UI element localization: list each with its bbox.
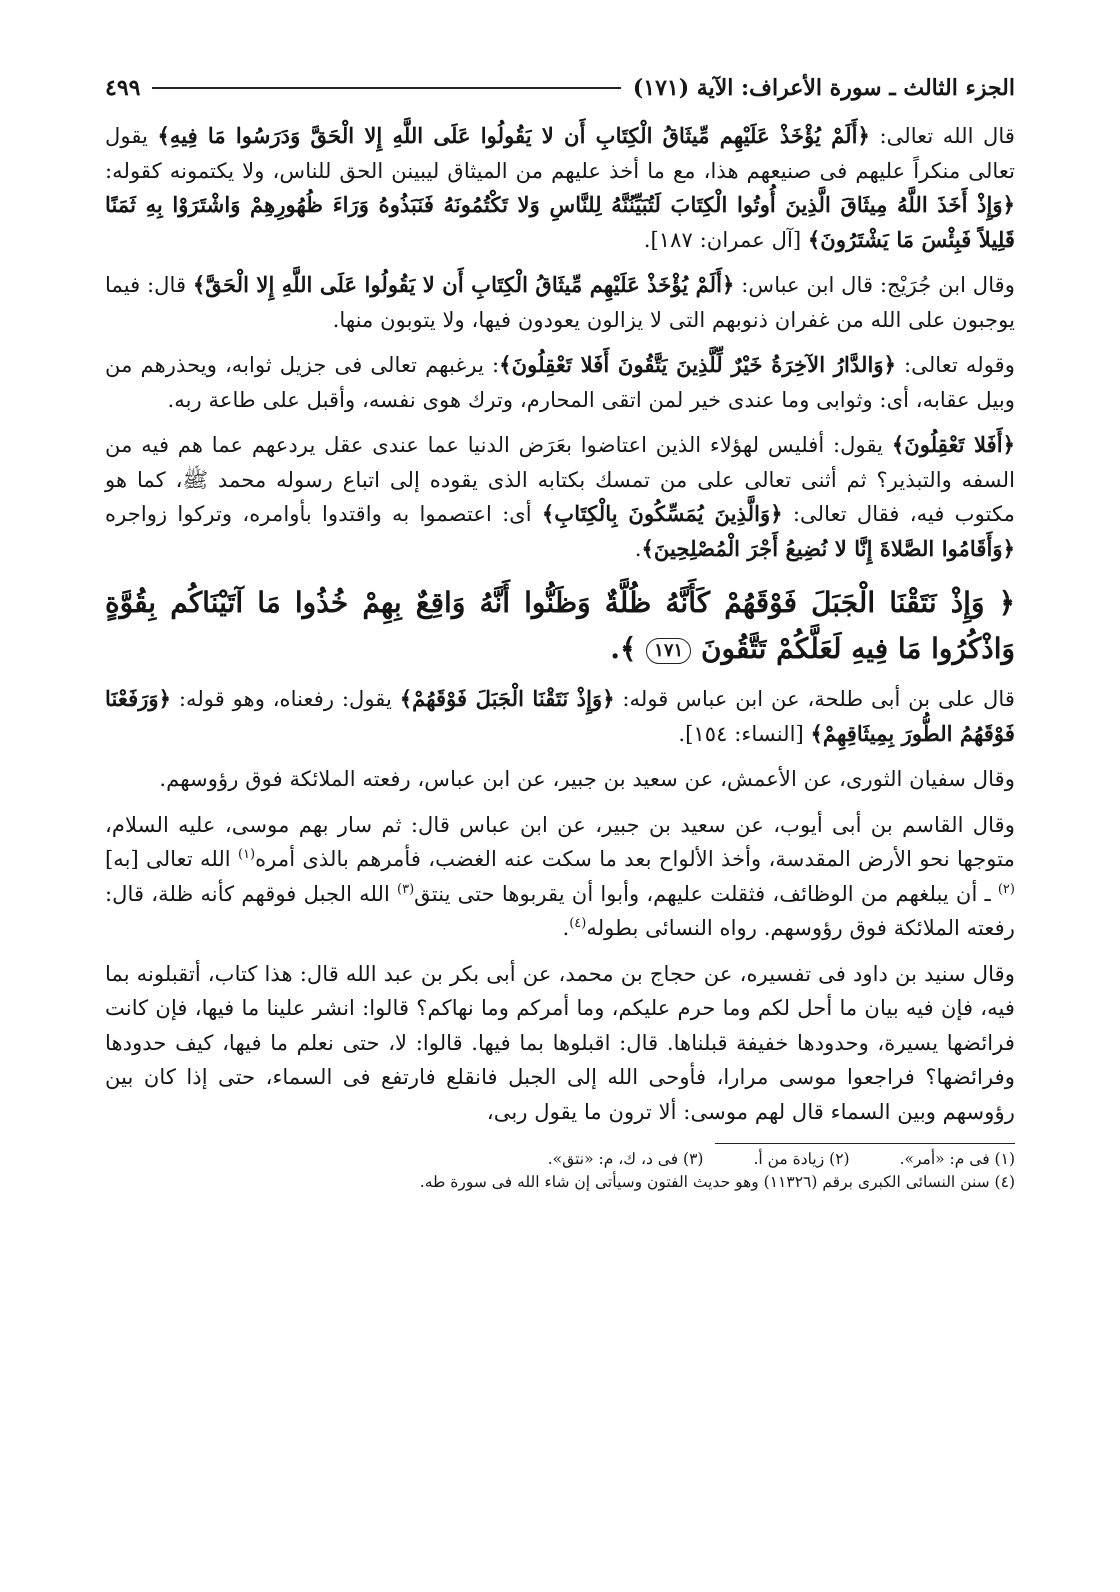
quran-quote: ﴿وَإِذْ نَتَقْنَا الْجَبَلَ فَوْقَهُمْ﴾ bbox=[399, 686, 615, 711]
text: : يرغبهم تعالى فى جزيل ثوابه، ويحذرهم من وبيل عقابه، أى: وثوابى وما عندى خير لمن اتقى المحارم، وترك هوى نفسه، وأقبل على طاعة ربه. bbox=[105, 352, 1015, 412]
page-number: ٤٩٩ bbox=[105, 75, 141, 101]
quran-quote: ﴿أَلَمْ يُؤْخَذْ عَلَيْهِم مِّيثَاقُ الْكِتَابِ أَن لا يَقُولُوا عَلَى اللَّهِ إِلا الْحَقَّ﴾ bbox=[192, 272, 735, 297]
paragraph-1 bbox=[105, 119, 1015, 257]
text: وقال القاسم بن أبى أيوب، عن سعيد بن جبير، عن ابن عباس قال: ثم سار بهم موسى، عليه السلام، متوجها نحو الأرض المقدسة، وأخذ الألواح بعد ما سكت عنه الغضب، فأمرهم بالذى أمره bbox=[105, 811, 1015, 871]
footnote-3: (٣) فى د، ك، م: «نتق». bbox=[547, 1150, 704, 1168]
paragraph-6: وقال سفيان الثورى، عن الأعمش، عن سعيد بن جبير، عن ابن عباس، رفعته الملائكة فوق رؤوسهم. bbox=[159, 766, 1015, 791]
verse-text: ﴿ وَإِذْ نَتَقْنَا الْجَبَلَ فَوْقَهُمْ كَأَنَّهُ ظُلَّةٌ وَظَنُّوا أَنَّهُ وَاقِعٌ بِهِمْ خُذُوا مَا آتَيْنَاكُم بِقُوَّةٍ وَاذْكُرُوا مَا فِيهِ لَعَلَّكُمْ تَتَّقُونَ bbox=[105, 586, 1015, 665]
text: وقوله تعالى: bbox=[896, 352, 1015, 377]
footnote-1: (١) فى م: «أمر». bbox=[899, 1150, 1015, 1168]
quran-quote: ﴿أَفَلا تَعْقِلُونَ﴾ bbox=[891, 432, 1016, 457]
quran-quote: ﴿وَالَّذِينَ يُمَسِّكُونَ بِالْكِتَابِ﴾ bbox=[541, 501, 783, 526]
verse-number-badge: ١٧١ bbox=[646, 638, 691, 664]
text: . bbox=[562, 915, 570, 940]
paragraph-8: وقال سنيد بن داود فى تفسيره، عن حجاج بن محمد، عن أبى بكر بن عبد الله قال: هذا كتاب، أتقبلونه بما فيه، فإن فيه بيان ما أحل لكم وما حرم عليكم، وما أمركم وما نهاكم؟ قالوا: انشر علينا ما فيها، فإن كانت فرائضها يسيرة، وحدودها خفيفة قبلناها. قال: اقبلوها بما فيها. قالوا: لا، حتى نعلم ما فيها، كيف حدودها وفرائضها؟ فراجعوا موسى مرارا، فأوحى الله إلى الجبل فانقلع فارتفع فى السماء، حتى إذا كان بين رؤوسهم وبين السماء قال لهم موسى: ألا ترون ما يقول ربى، bbox=[105, 960, 1015, 1124]
text: وقال ابن جُرَيْج: قال ابن عباس: bbox=[734, 272, 1016, 297]
paragraph-5 bbox=[105, 682, 1015, 751]
footnote-4: (٤) سنن النسائى الكبرى برقم (١١٣٢٦) وهو حديث الفتون وسيأتى إن شاء الله فى سورة طه. bbox=[419, 1173, 1015, 1191]
quran-quote: ﴿أَلَمْ يُؤْخَذْ عَلَيْهِم مِّيثَاقُ الْكِتَابِ أَن لا يَقُولُوا عَلَى اللَّهِ إِلا الْحَقَّ وَدَرَسُوا مَا فِيهِ﴾ bbox=[157, 123, 870, 148]
text: الله الجبل فوقهم كأنه ظلة، قال: رفعته الملائكة فوق رؤوسهم. رواه النسائى بطوله bbox=[105, 880, 1015, 940]
quran-quote: ﴿وَإِذْ أَخَذَ اللَّهُ مِيثَاقَ الَّذِينَ أُوتُوا الْكِتَابَ لَتُبَيِّنُنَّهُ لِلنَّاسِ وَلا تَكْتُمُونَهُ فَنَبَذُوهُ وَرَاءَ ظُهُورِهِمْ وَاشْتَرَوْا بِهِ ثَمَنًا قَلِيلاً فَبِئْسَ مَا يَشْتَرُونَ﴾ bbox=[105, 192, 1015, 252]
footnote-ref[interactable]: (٢) bbox=[997, 881, 1015, 897]
citation: [آل عمران: ١٨٧]. bbox=[643, 226, 808, 252]
quran-quote: ﴿وَرَفَعْنَا فَوْقَهُمُ الطُّورَ بِمِيثَاقِهِمْ﴾ bbox=[105, 686, 1015, 746]
running-header bbox=[105, 68, 1015, 108]
text: يقول: رفعناه، وهو قوله: bbox=[171, 686, 400, 711]
footnote-ref[interactable]: (٤) bbox=[569, 915, 587, 931]
paragraph-7 bbox=[105, 808, 1015, 946]
footnote-divider bbox=[715, 1143, 1015, 1144]
paragraph-4 bbox=[105, 428, 1015, 566]
paragraph-3 bbox=[105, 348, 1015, 417]
text: أى: اعتصموا به واقتدوا بأوامره، وتركوا زواجره bbox=[105, 501, 542, 526]
text: قال على بن أبى طلحة، عن ابن عباس قوله: bbox=[614, 686, 1015, 711]
text: يقول تعالى منكراً عليهم فى صنيعهم هذا، مع ما أخذ عليهم من الميثاق ليبينن الحق للناس، ولا يكتمونه كقوله: bbox=[105, 123, 1015, 183]
footnotes-line-1 bbox=[105, 1148, 1015, 1171]
citation: [النساء: ١٥٤]. bbox=[678, 720, 811, 746]
quran-quote: ﴿وَأَقَامُوا الصَّلاةَ إِنَّا لا نُضِيعُ أَجْرَ الْمُصْلِحِينَ﴾ bbox=[641, 535, 1015, 561]
text: . bbox=[634, 535, 642, 561]
text: ـ أن يبلغهم من الوظائف، فثقلت عليهم، وأبوا أن يقربوها حتى ينتق bbox=[414, 880, 998, 906]
header-title: الجزء الثالث ـ سورة الأعراف: الآية (١٧١) bbox=[632, 75, 1015, 101]
header-rule bbox=[152, 87, 620, 89]
verse-block bbox=[105, 580, 1015, 672]
text: قال الله تعالى: bbox=[869, 123, 1015, 148]
text: الله تعالى [به] bbox=[105, 846, 238, 871]
paragraph-2 bbox=[105, 268, 1015, 337]
footnote-2: (٢) زيادة من أ. bbox=[753, 1150, 850, 1168]
verse-end: ﴾. bbox=[610, 632, 647, 665]
text: قال: فيما يوجبون على الله من غفران ذنوبهم التى لا يزالون يعودون فيها، ولا يتوبون منها. bbox=[105, 272, 1015, 332]
text: يقول: أفليس لهؤلاء الذين اعتاضوا بعَرَض الدنيا عما عندى عقل يردعهم عما هم فيه من السفه والتبذير؟ ثم أثنى تعالى على من تمسك بكتابه الذى يقوده إلى اتباع رسوله محمد ﷺ، كما هو مكتوب فيه، فقال تعالى: bbox=[105, 432, 1015, 526]
quran-quote: ﴿وَالدَّارُ الآخِرَةُ خَيْرٌ لِّلَّذِينَ يَتَّقُونَ أَفَلا تَعْقِلُونَ﴾ bbox=[499, 352, 896, 377]
footnote-ref[interactable]: (١) bbox=[237, 846, 256, 862]
book-page bbox=[105, 68, 1015, 1508]
footnote-ref[interactable]: (٣) bbox=[397, 881, 415, 897]
